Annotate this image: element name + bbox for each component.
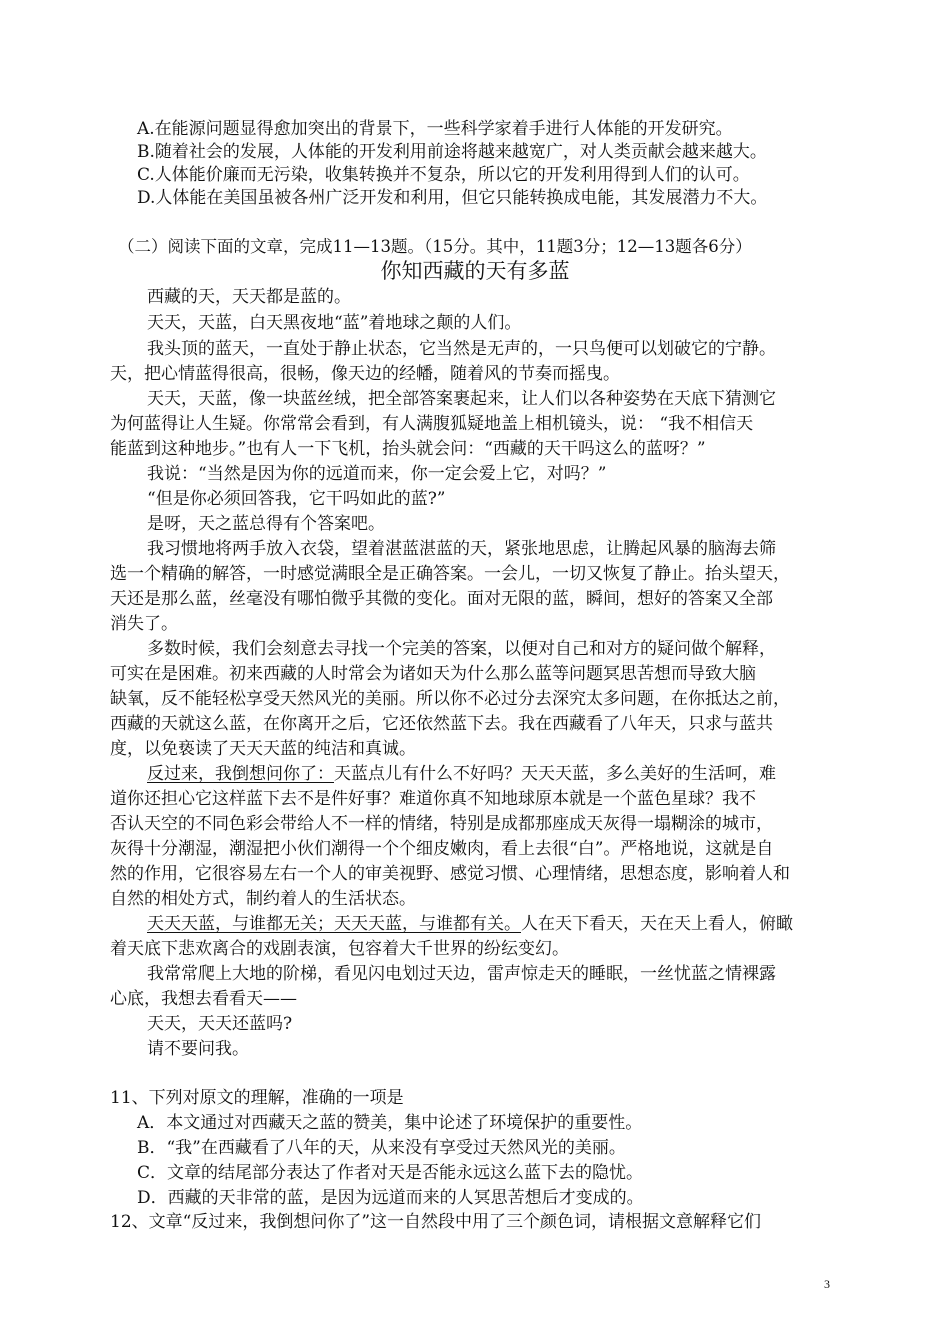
article-line: 西藏的天，天天都是蓝的。 — [147, 287, 351, 307]
article-line: 天天，天天还蓝吗? — [147, 1014, 293, 1034]
article-line: 为何蓝得让人生疑。你常常会看到，有人满腹狐疑地盖上相机镜头，说： “我不相信天 — [110, 414, 754, 434]
article-line: 缺氧，反不能轻松享受天然风光的美丽。所以你不必过分去深究太多问题，在你抵达之前， — [110, 689, 790, 709]
article-line: 天还是那么蓝，丝毫没有哪怕微乎其微的变化。面对无限的蓝，瞬间，想好的答案又全部 — [110, 589, 773, 609]
article-line: 灰得十分潮湿，潮湿把小伙们潮得一个个细皮嫩肉，看上去很“白”。严格地说，这就是自 — [110, 839, 774, 859]
page-number: 3 — [824, 1277, 830, 1291]
article-line: 天天，天蓝，像一块蓝丝绒，把全部答案裹起来，让人们以各种姿势在天底下猜测它 — [147, 389, 776, 409]
article-line-underlined — [147, 763, 776, 785]
article-line: 多数时候，我们会刻意去寻找一个完美的答案，以便对自己和对方的疑问做个解释， — [147, 639, 776, 659]
article-line: 能蓝到这种地步。”也有人一下飞机，抬头就会问：“西藏的天干吗这么的蓝呀？” — [110, 439, 706, 459]
prev-option-b: B.随着社会的发展，人体能的开发利用前途将越来越宽广，对人类贡献会越来越大。 — [137, 142, 767, 162]
article-line: 心底，我想去看看天—— — [110, 989, 297, 1009]
article-line: 选一个精确的解答，一时感觉满眼全是正确答案。一会儿，一切又恢复了静止。抬头望天， — [110, 564, 790, 584]
question-11-option-d: D．西藏的天非常的蓝，是因为远道而来的人冥思苦想后才变成的。 — [137, 1188, 644, 1208]
article-line: 可实在是困难。初来西藏的人时常会为诸如天为什么那么蓝等问题冥思苦想而导致大脑 — [110, 664, 756, 684]
article-line: 请不要问我。 — [147, 1039, 249, 1059]
article-line: 我头顶的蓝天，一直处于静止状态，它当然是无声的，一只鸟便可以划破它的宁静。 — [147, 339, 776, 359]
prev-option-a: A.在能源问题显得愈加突出的背景下，一些科学家着手进行人体能的开发研究。 — [137, 119, 733, 139]
prev-option-d: D.人体能在美国虽被各州广泛开发和利用，但它只能转换成电能，其发展潜力不大。 — [137, 188, 768, 208]
article-line: 否认天空的不同色彩会带给人不一样的情绪，特别是成都那座成天灰得一塌糊涂的城市， — [110, 814, 773, 834]
article-line: 西藏的天就这么蓝，在你离开之后，它还依然蓝下去。我在西藏看了八年天，只求与蓝共 — [110, 714, 773, 734]
article-line: 我说：“当然是因为你的远道而来，你一定会爱上它，对吗？” — [147, 464, 607, 484]
article-line-rest: 天蓝点儿有什么不好吗？天天天蓝，多么美好的生活呵，难 — [334, 764, 776, 784]
article-line-underlined — [147, 913, 793, 935]
article-line: 然的作用，它很容易左右一个人的审美视野、感觉习惯、心理情绪，思想态度，影响着人和 — [110, 864, 790, 884]
article-line-rest: 人在天下看天，天在天上看人，俯瞰 — [521, 914, 793, 934]
article-line: 消失了。 — [110, 614, 178, 634]
article-line: 是呀，天之蓝总得有个答案吧。 — [147, 514, 385, 534]
article-line: 我常常爬上大地的阶梯，看见闪电划过天边，雷声惊走天的睡眠，一丝忧蓝之情裸露 — [147, 964, 776, 984]
underlined-phrase: 反过来，我倒想问你了： — [147, 764, 334, 784]
underlined-sentence: 天天天蓝，与谁都无关；天天天蓝，与谁都有关。 — [147, 914, 521, 934]
article-line: 自然的相处方式，制约着人的生活状态。 — [110, 889, 416, 909]
article-line: 我习惯地将两手放入衣袋，望着湛蓝湛蓝的天，紧张地思虑，让腾起风暴的脑海去筛 — [147, 539, 776, 559]
question-12-stem: 12、文章“反过来，我倒想问你了”这一自然段中用了三个颜色词，请根据文意解释它们 — [110, 1212, 762, 1232]
question-11-option-c: C．文章的结尾部分表达了作者对天是否能永远这么蓝下去的隐忧。 — [137, 1163, 644, 1183]
question-11-option-b: B．“我”在西藏看了八年的天，从来没有享受过天然风光的美丽。 — [137, 1138, 626, 1158]
question-11-stem: 11、下列对原文的理解，准确的一项是 — [110, 1088, 404, 1108]
article-line: “但是你必须回答我，它干吗如此的蓝?” — [147, 489, 446, 509]
question-11-option-a: A．本文通过对西藏天之蓝的赞美，集中论述了环境保护的重要性。 — [137, 1113, 643, 1133]
article-line: 天天，天蓝，白天黑夜地“蓝”着地球之颠的人们。 — [147, 313, 522, 333]
article-line: 度，以免亵读了天天天蓝的纯洁和真诚。 — [110, 739, 416, 759]
section-header: （二）阅读下面的文章，完成11—13题。（15分。其中，11题3分；12—13题各6分） — [118, 237, 752, 256]
prev-option-c: C.人体能价廉而无污染，收集转换并不复杂，所以它的开发利用得到人们的认可。 — [137, 165, 750, 185]
article-line: 天，把心情蓝得很高，很畅，像天边的经幡，随着风的节奏而摇曳。 — [110, 364, 620, 384]
article-line: 道你还担心它这样蓝下去不是件好事？难道你真不知地球原本就是一个蓝色星球？我不 — [110, 789, 756, 809]
article-line: 着天底下悲欢离合的戏剧表演，包容着大千世界的纷纭变幻。 — [110, 939, 569, 959]
article-title: 你知西藏的天有多蓝 — [380, 259, 570, 283]
